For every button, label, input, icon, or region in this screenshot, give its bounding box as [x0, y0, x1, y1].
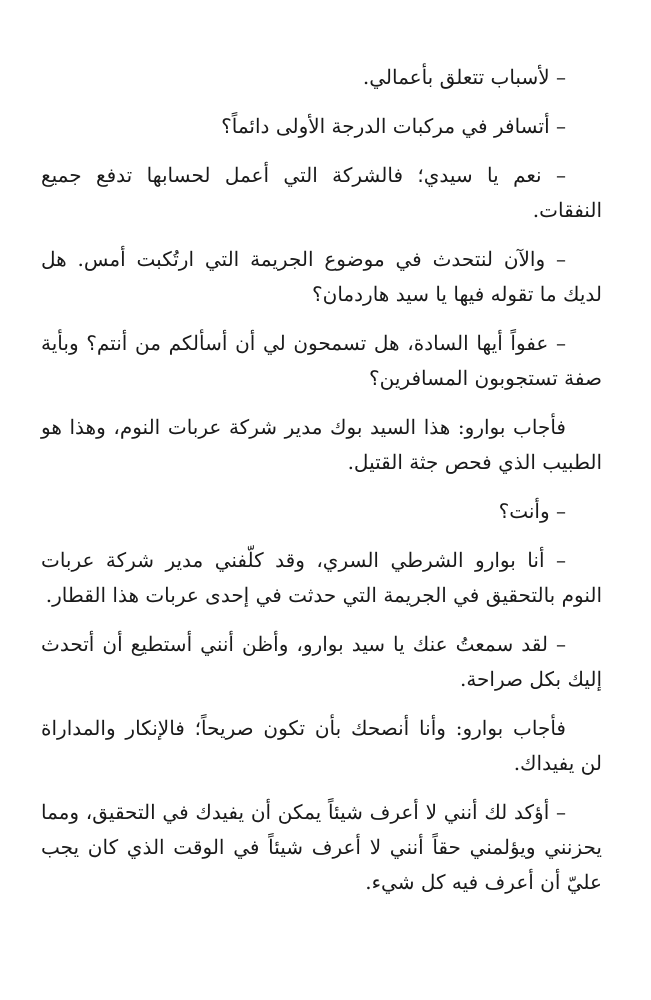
paragraph-6: فأجاب بوارو: هذا السيد بوك مدير شركة عربات النوم، وهذا هو الطبيب الذي فحص جثة القتيل. [41, 415, 602, 474]
paragraph-4: – والآن لنتحدث في موضوع الجريمة التي ارتُكبت أمس. هل لديك ما تقوله فيها يا سيد هاردمان؟ [41, 247, 602, 306]
paragraph-9: – لقد سمعتُ عنك يا سيد بوارو، وأظن أنني أستطيع أن أتحدث إليك بكل صراحة. [41, 632, 602, 691]
paragraph-10: فأجاب بوارو: وأنا أنصحك بأن تكون صريحاً؛ فالإنكار والمداراة لن يفيداك. [41, 716, 602, 775]
paragraph-7: – وأنت؟ [498, 499, 566, 523]
paragraph-1: – لأسباب تتعلق بأعمالي. [362, 65, 566, 89]
paragraph-11: – أؤكد لك أنني لا أعرف شيئاً يمكن أن يفيدك في التحقيق، ومما يحزنني ويؤلمني حقاً أنني لا أعرف شيئاً في الوقت الذي كان يجب عليّ أن أعرف فيه كل شيء. [41, 800, 602, 894]
paragraph-8: – أنا بوارو الشرطي السري، وقد كلّفني مدير شركة عربات النوم بالتحقيق في الجريمة التي حدثت في إحدى عربات هذا القطار. [41, 548, 602, 607]
paragraph-5: – عفواً أيها السادة، هل تسمحون لي أن أسألكم من أنتم؟ وبأية صفة تستجوبون المسافرين؟ [41, 331, 602, 390]
paragraph-3: – نعم يا سيدي؛ فالشركة التي أعمل لحسابها تدفع جميع النفقات. [41, 163, 602, 222]
paragraph-2: – أتسافر في مركبات الدرجة الأولى دائماً؟ [221, 114, 566, 138]
